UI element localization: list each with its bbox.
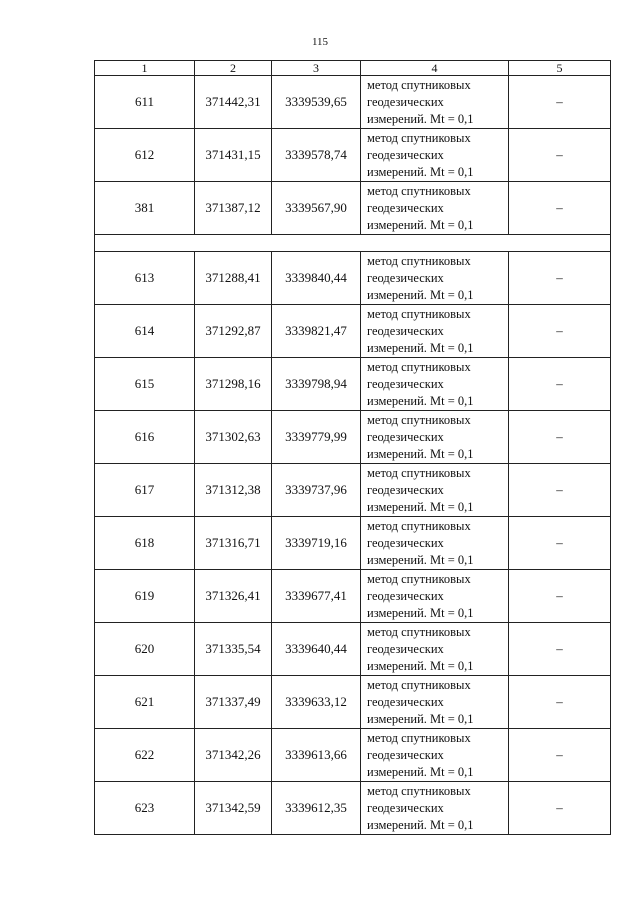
x-coordinate-cell: 371298,16 [195,358,272,411]
note-cell: – [509,252,611,305]
method-cell [361,76,509,129]
note-cell: – [509,517,611,570]
method-cell [361,729,509,782]
method-line: метод спутниковых [367,677,471,692]
table-row [95,782,611,835]
method-line: измерений. Mt = 0,1 [367,499,474,514]
method-line: метод спутниковых [367,183,471,198]
note-cell: – [509,570,611,623]
method-cell [361,782,509,835]
column-header-2: 2 [195,61,272,76]
table-row [95,182,611,235]
method-line: метод спутниковых [367,465,471,480]
point-number-cell: 614 [95,305,195,358]
method-line: геодезических [367,482,444,497]
x-coordinate-cell: 371342,26 [195,729,272,782]
method-line: геодезических [367,270,444,285]
y-coordinate-cell: 3339539,65 [272,76,361,129]
y-coordinate-cell: 3339737,96 [272,464,361,517]
table-row [95,76,611,129]
method-line: измерений. Mt = 0,1 [367,658,474,673]
method-line: метод спутниковых [367,306,471,321]
note-cell: – [509,129,611,182]
y-coordinate-cell: 3339578,74 [272,129,361,182]
method-cell [361,517,509,570]
method-line: измерений. Mt = 0,1 [367,287,474,302]
method-line: геодезических [367,94,444,109]
method-cell [361,182,509,235]
method-line: метод спутниковых [367,624,471,639]
y-coordinate-cell: 3339633,12 [272,676,361,729]
method-line: измерений. Mt = 0,1 [367,817,474,832]
method-cell [361,358,509,411]
y-coordinate-cell: 3339677,41 [272,570,361,623]
method-line: измерений. Mt = 0,1 [367,605,474,620]
note-cell: – [509,411,611,464]
note-cell: – [509,76,611,129]
point-number-cell: 381 [95,182,195,235]
x-coordinate-cell: 371288,41 [195,252,272,305]
x-coordinate-cell: 371387,12 [195,182,272,235]
x-coordinate-cell: 371312,38 [195,464,272,517]
table-row [95,411,611,464]
table-row [95,623,611,676]
point-number-cell: 616 [95,411,195,464]
method-line: измерений. Mt = 0,1 [367,764,474,779]
separator-row [95,235,611,252]
table-row [95,729,611,782]
method-line: метод спутниковых [367,412,471,427]
x-coordinate-cell: 371335,54 [195,623,272,676]
method-line: измерений. Mt = 0,1 [367,340,474,355]
table-row [95,676,611,729]
x-coordinate-cell: 371342,59 [195,782,272,835]
method-line: измерений. Mt = 0,1 [367,164,474,179]
method-line: метод спутниковых [367,77,471,92]
method-line: геодезических [367,147,444,162]
x-coordinate-cell: 371442,31 [195,76,272,129]
method-line: измерений. Mt = 0,1 [367,446,474,461]
x-coordinate-cell: 371292,87 [195,305,272,358]
x-coordinate-cell: 371302,63 [195,411,272,464]
column-header-1: 1 [95,61,195,76]
y-coordinate-cell: 3339613,66 [272,729,361,782]
method-cell [361,570,509,623]
method-cell [361,129,509,182]
header-row [95,61,611,76]
note-cell: – [509,358,611,411]
method-line: метод спутниковых [367,130,471,145]
method-cell [361,464,509,517]
table-row [95,464,611,517]
point-number-cell: 621 [95,676,195,729]
column-header-3: 3 [272,61,361,76]
method-line: геодезических [367,376,444,391]
method-line: измерений. Mt = 0,1 [367,111,474,126]
method-cell [361,252,509,305]
note-cell: – [509,464,611,517]
method-line: метод спутниковых [367,253,471,268]
point-number-cell: 617 [95,464,195,517]
note-cell: – [509,623,611,676]
method-cell [361,411,509,464]
method-line: геодезических [367,641,444,656]
note-cell: – [509,782,611,835]
method-line: геодезических [367,694,444,709]
method-cell [361,676,509,729]
point-number-cell: 622 [95,729,195,782]
x-coordinate-cell: 371316,71 [195,517,272,570]
method-line: метод спутниковых [367,518,471,533]
column-header-5: 5 [509,61,611,76]
method-line: измерений. Mt = 0,1 [367,393,474,408]
method-line: измерений. Mt = 0,1 [367,552,474,567]
table-row [95,517,611,570]
table-row [95,358,611,411]
method-line: метод спутниковых [367,359,471,374]
table-row [95,129,611,182]
method-cell [361,305,509,358]
method-line: геодезических [367,747,444,762]
coordinates-table [94,60,611,835]
note-cell: – [509,182,611,235]
note-cell: – [509,729,611,782]
table-row [95,570,611,623]
separator-cell [95,235,611,252]
y-coordinate-cell: 3339640,44 [272,623,361,676]
method-line: измерений. Mt = 0,1 [367,217,474,232]
method-line: геодезических [367,535,444,550]
method-line: метод спутниковых [367,571,471,586]
y-coordinate-cell: 3339840,44 [272,252,361,305]
point-number-cell: 620 [95,623,195,676]
y-coordinate-cell: 3339779,99 [272,411,361,464]
y-coordinate-cell: 3339719,16 [272,517,361,570]
method-line: метод спутниковых [367,730,471,745]
method-line: геодезических [367,800,444,815]
x-coordinate-cell: 371431,15 [195,129,272,182]
point-number-cell: 618 [95,517,195,570]
y-coordinate-cell: 3339798,94 [272,358,361,411]
point-number-cell: 613 [95,252,195,305]
x-coordinate-cell: 371337,49 [195,676,272,729]
point-number-cell: 612 [95,129,195,182]
page-number: 115 [311,36,329,48]
point-number-cell: 615 [95,358,195,411]
point-number-cell: 623 [95,782,195,835]
x-coordinate-cell: 371326,41 [195,570,272,623]
y-coordinate-cell: 3339567,90 [272,182,361,235]
y-coordinate-cell: 3339821,47 [272,305,361,358]
point-number-cell: 611 [95,76,195,129]
y-coordinate-cell: 3339612,35 [272,782,361,835]
note-cell: – [509,676,611,729]
method-line: геодезических [367,200,444,215]
method-line: метод спутниковых [367,783,471,798]
method-line: геодезических [367,588,444,603]
table-row [95,252,611,305]
method-line: геодезических [367,429,444,444]
method-cell [361,623,509,676]
table-row [95,305,611,358]
method-line: измерений. Mt = 0,1 [367,711,474,726]
method-line: геодезических [367,323,444,338]
column-header-4: 4 [361,61,509,76]
note-cell: – [509,305,611,358]
point-number-cell: 619 [95,570,195,623]
